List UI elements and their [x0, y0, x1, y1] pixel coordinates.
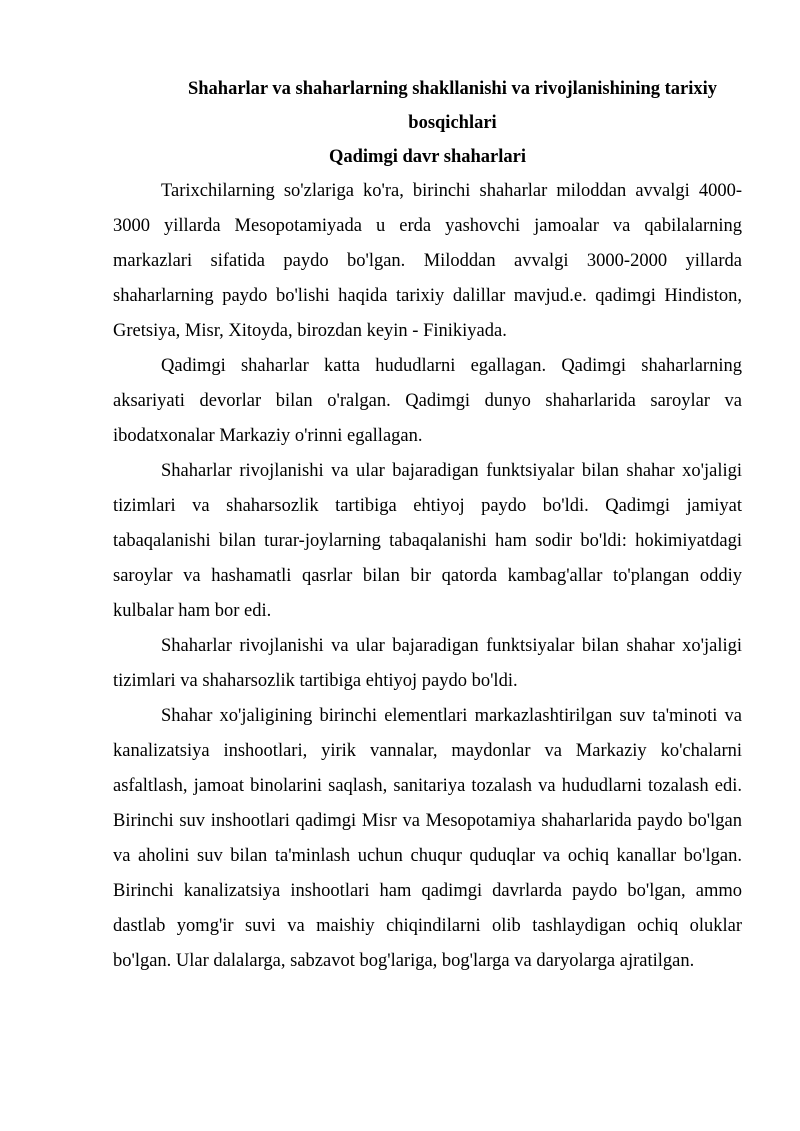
section-subtitle: Qadimgi davr shaharlari	[328, 147, 526, 167]
paragraph-1: Tarixchilarning so'zlariga ko'ra, birinchi shaharlar miloddan avvalgi 4000-3000 yillarda Mesopotamiyada u erda yashovchi jamoalar va qabilalarning markazlari sifatida paydo bo'lgan. Miloddan avvalgi 3000-2000 yillarda shaharlarning paydo bo'lishi haqida tarixiy dalillar mavjud.e. qadimgi Hindiston, Gretsiya, Misr, Xitoyda, birozdan keyin - Finikiyada.	[113, 181, 742, 341]
paragraph-2: Qadimgi shaharlar katta hududlarni egallagan. Qadimgi shaharlarning aksariyati devorlar bilan o'ralgan. Qadimgi dunyo shaharlarida saroylar va ibodatxonalar Markaziy o'rinni egallagan.	[113, 356, 742, 446]
paragraph-4: Shaharlar rivojlanishi va ular bajaradigan funktsiyalar bilan shahar xo'jaligi tizimlari va shaharsozlik tartibiga ehtiyoj paydo bo'ldi.	[113, 636, 742, 691]
paragraph-5: Shahar xo'jaligining birinchi elementlari markazlashtirilgan suv ta'minoti va kanalizatsiya inshootlari, yirik vannalar, maydonlar va Markaziy ko'chalarni asfaltlash, jamoat binolarini saqlash, sanitariya tozalash va hududlarni tozalash edi. Birinchi suv inshootlari qadimgi Misr va Mesopotamiya shaharlarida paydo bo'lgan va aholini suv bilan ta'minlash uchun chuqur quduqlar va ochiq kanallar bo'lgan. Birinchi kanalizatsiya inshootlari ham qadimgi davrlarda paydo bo'lgan, ammo dastlab yomg'ir suvi va maishiy chiqindilarni olib tashlaydigan ochiq oluklar bo'lgan. Ular dalalarga, sabzavot bog'lariga, bog'larga va daryolarga ajratilgan.	[113, 706, 742, 971]
document-title: Shaharlar va shaharlarning shakllanishi va rivojlanishining tarixiy bosqichlari	[187, 79, 718, 133]
paragraph-3: Shaharlar rivojlanishi va ular bajaradigan funktsiyalar bilan shahar xo'jaligi tizimlari va shaharsozlik tartibiga ehtiyoj paydo bo'ldi. Qadimgi jamiyat tabaqalanishi bilan turar-joylarning tabaqalanishi ham sodir bo'ldi: hokimiyatdagi saroylar va hashamatli qasrlar bilan bir qatorda kambag'allar to'plangan oddiy kulbalar ham bor edi.	[113, 461, 742, 621]
document-page	[113, 72, 742, 979]
